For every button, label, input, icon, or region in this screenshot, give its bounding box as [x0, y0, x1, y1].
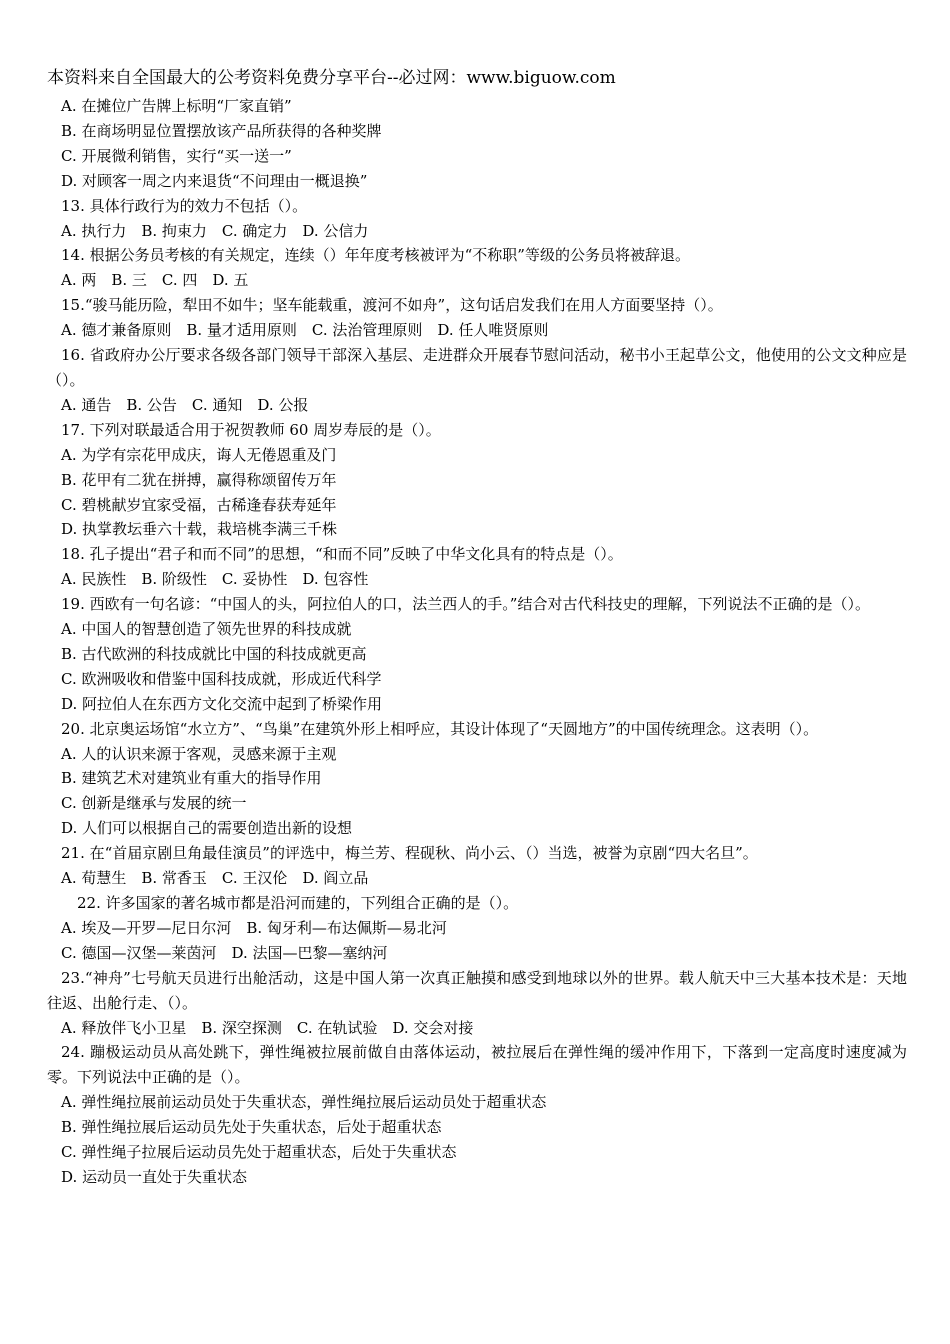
option-line: A. 中国人的智慧创造了领先世界的科技成就	[61, 620, 352, 639]
option-line: C. 开展微利销售，实行“买一送一”	[61, 146, 292, 165]
option-line: A. 荀慧生 B. 常香玉 C. 王汉伦 D. 阎立品	[61, 869, 369, 888]
option-line: B. 建筑艺术对建筑业有重大的指导作用	[61, 769, 322, 788]
option-line: A. 通告 B. 公告 C. 通知 D. 公报	[61, 395, 309, 414]
question-line: 16. 省政府办公厅要求各级各部门领导干部深入基层、走进群众开展春节慰问活动，秘书小王起草公文，他使用的公文文种应是（）。	[47, 346, 907, 389]
option-line: D. 运动员一直处于失重状态	[61, 1167, 248, 1186]
option-line: D. 人们可以根据自己的需要创造出新的设想	[61, 819, 353, 838]
option-line: A. 释放伴飞小卫星 B. 深空探测 C. 在轨试验 D. 交会对接	[61, 1018, 474, 1037]
option-line: B. 花甲有二犹在拼搏，赢得称颂留传万年	[61, 470, 337, 489]
question-line: 24. 蹦极运动员从高处跳下，弹性绳被拉展前做自由落体运动，被拉展后在弹性绳的缓冲作用下，下落到一定高度时速度减为零。下列说法中正确的是（）。	[47, 1043, 907, 1087]
option-line: D. 阿拉伯人在东西方文化交流中起到了桥梁作用	[61, 694, 383, 713]
option-line: C. 碧桃献岁宜家受福，古稀逢春获寿延年	[61, 495, 337, 514]
option-line: A. 埃及—开罗—尼日尔河 B. 匈牙利—布达佩斯—易北河	[61, 918, 447, 937]
question-line: 18. 孔子提出“君子和而不同”的思想，“和而不同”反映了中华文化具有的特点是（）。	[61, 545, 623, 564]
option-line: A. 民族性 B. 阶级性 C. 妥协性 D. 包容性	[61, 570, 369, 589]
option-line: B. 古代欧洲的科技成就比中国的科技成就更高	[61, 644, 367, 663]
question-line: 19. 西欧有一句名谚：“中国人的头，阿拉伯人的口，法兰西人的手。”结合对古代科技史的理解，下列说法不正确的是（）。	[61, 595, 870, 614]
question-line: 23.“神舟”七号航天员进行出舱活动，这是中国人第一次真正触摸和感受到地球以外的世界。载人航天中三大基本技术是：天地往返、出舱行走、（）。	[47, 968, 907, 1012]
question-line: 21. 在“首届京剧旦角最佳演员”的评选中，梅兰芳、程砚秋、尚小云、（）当选，被誉为京剧“四大名旦”。	[61, 844, 758, 863]
question-line: 14. 根据公务员考核的有关规定，连续（）年年度考核被评为“不称职”等级的公务员将被辞退。	[61, 246, 690, 265]
option-line: D. 执掌教坛垂六十载，栽培桃李满三千株	[61, 520, 338, 539]
option-line: A. 弹性绳拉展前运动员处于失重状态，弹性绳拉展后运动员处于超重状态	[61, 1093, 547, 1112]
question-line: 15.“骏马能历险，犁田不如牛；坚车能载重，渡河不如舟”，这句话启发我们在用人方面要坚持（）。	[61, 296, 723, 315]
option-line: C. 弹性绳子拉展后运动员先处于超重状态，后处于失重状态	[61, 1143, 457, 1162]
option-line: A. 德才兼备原则 B. 量才适用原则 C. 法治管理原则 D. 任人唯贤原则	[61, 321, 549, 340]
option-line: B. 弹性绳拉展后运动员先处于失重状态，后处于超重状态	[61, 1118, 442, 1137]
option-line: A. 两 B. 三 C. 四 D. 五	[61, 271, 249, 290]
option-line: C. 德国—汉堡—莱茵河 D. 法国—巴黎—塞纳河	[61, 943, 388, 962]
option-line: A. 为学有宗花甲成庆，诲人无倦恩重及门	[61, 445, 337, 464]
question-body	[47, 94, 907, 1190]
page-header: 本资料来自全国最大的公考资料免费分享平台--必过网：www.biguow.com	[47, 68, 616, 88]
option-line: A. 在摊位广告牌上标明“厂家直销”	[61, 97, 292, 115]
option-line: A. 人的认识来源于客观，灵感来源于主观	[61, 744, 337, 763]
option-line: A. 执行力 B. 拘束力 C. 确定力 D. 公信力	[61, 221, 369, 240]
option-line: B. 在商场明显位置摆放该产品所获得的各种奖牌	[61, 121, 382, 140]
question-line: 13. 具体行政行为的效力不包括（）。	[61, 196, 308, 215]
question-line: 20. 北京奥运场馆“水立方”、“鸟巢”在建筑外形上相呼应，其设计体现了“天圆地方”的中国传统理念。这表明（）。	[61, 719, 819, 738]
option-line: C. 欧洲吸收和借鉴中国科技成就，形成近代科学	[61, 669, 382, 688]
option-line: D. 对顾客一周之内来退货“不问理由一概退换”	[61, 171, 368, 190]
question-line: 22. 许多国家的著名城市都是沿河而建的，下列组合正确的是（）。	[77, 894, 519, 912]
question-line: 17. 下列对联最适合用于祝贺教师 60 周岁寿辰的是（）。	[61, 420, 441, 439]
option-line: C. 创新是继承与发展的统一	[61, 794, 247, 813]
